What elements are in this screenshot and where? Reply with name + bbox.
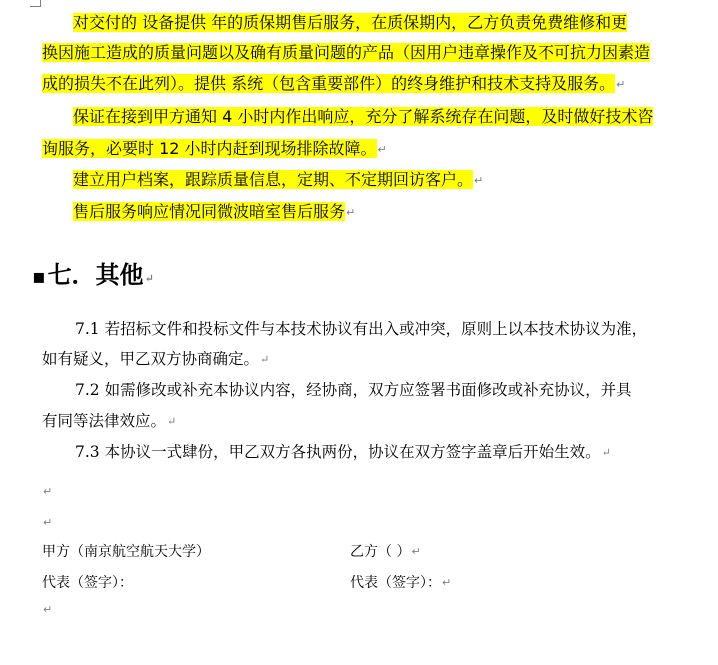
clause-7-1-line-1: 7.1 若招标文件和投标文件与本技术协议有出入或冲突，原则上以本技术协议为准， bbox=[75, 320, 648, 338]
para-user-records: 建立用户档案，跟踪质量信息，定期、不定期回访客户。↵ bbox=[73, 170, 484, 189]
section-heading-other: ▪七．其他↵ bbox=[32, 260, 154, 289]
representative-a-signature: 代表（签字）： bbox=[42, 575, 133, 591]
page-corner-mark bbox=[30, 0, 41, 7]
paragraph-mark-icon: ↵ bbox=[346, 206, 356, 219]
paragraph-mark-icon: ↵ bbox=[260, 353, 270, 366]
paragraph-mark-icon: ↵ bbox=[601, 446, 611, 459]
paragraph-mark-icon: ↵ bbox=[377, 143, 387, 156]
clause-7-2-line-1: 7.2 如需修改或补充本协议内容，经协商，双方应签署书面修改或补充协议，并具 bbox=[75, 381, 632, 399]
para-warranty-line-3: 成的损失不在此列）。提供 系统（包含重要部件）的终身维护和技术支持及服务。↵ bbox=[42, 74, 626, 93]
paragraph-mark-icon: ↵ bbox=[43, 516, 53, 529]
para-response-line-1: 保证在接到甲方通知 4 小时内作出响应，充分了解系统存在问题，及时做好技术咨 bbox=[73, 107, 654, 126]
paragraph-mark-icon: ↵ bbox=[411, 545, 421, 558]
party-b-label: 乙方（ ）↵ bbox=[350, 544, 421, 560]
empty-paragraph bbox=[42, 480, 52, 503]
clause-7-2-line-2: 有同等法律效应。↵ bbox=[42, 412, 177, 430]
paragraph-mark-icon: ↵ bbox=[442, 576, 452, 589]
paragraph-mark-icon: ↵ bbox=[474, 174, 484, 187]
empty-paragraph bbox=[42, 511, 52, 534]
paragraph-mark-icon: ↵ bbox=[43, 603, 53, 616]
representative-b-signature: 代表（签字）：↵ bbox=[350, 575, 452, 591]
paragraph-mark-icon: ↵ bbox=[43, 485, 53, 498]
party-a-label: 甲方（南京航空航天大学） bbox=[42, 544, 210, 560]
clause-7-1-line-2: 如有疑义，甲乙双方协商确定。↵ bbox=[42, 350, 270, 368]
paragraph-mark-icon: ↵ bbox=[167, 415, 177, 428]
heading-bullet-icon: ▪ bbox=[32, 264, 46, 288]
para-warranty-line-1: 对交付的 设备提供 年的质保期售后服务，在质保期内，乙方负责免费维修和更 bbox=[73, 13, 628, 32]
para-response-line-2: 询服务，必要时 12 小时内赶到现场排除故障。↵ bbox=[42, 139, 387, 158]
para-warranty-line-2: 换因施工造成的质量问题以及确有质量问题的产品（因用户违章操作及不可抗力因素造 bbox=[42, 43, 651, 62]
empty-paragraph bbox=[42, 598, 52, 621]
para-service-response: 售后服务响应情况同微波暗室售后服务↵ bbox=[73, 202, 356, 221]
clause-7-3: 7.3 本协议一式肆份，甲乙双方各执两份，协议在双方签字盖章后开始生效。↵ bbox=[75, 443, 611, 461]
paragraph-mark-icon: ↵ bbox=[616, 78, 626, 91]
paragraph-mark-icon: ↵ bbox=[144, 272, 154, 285]
